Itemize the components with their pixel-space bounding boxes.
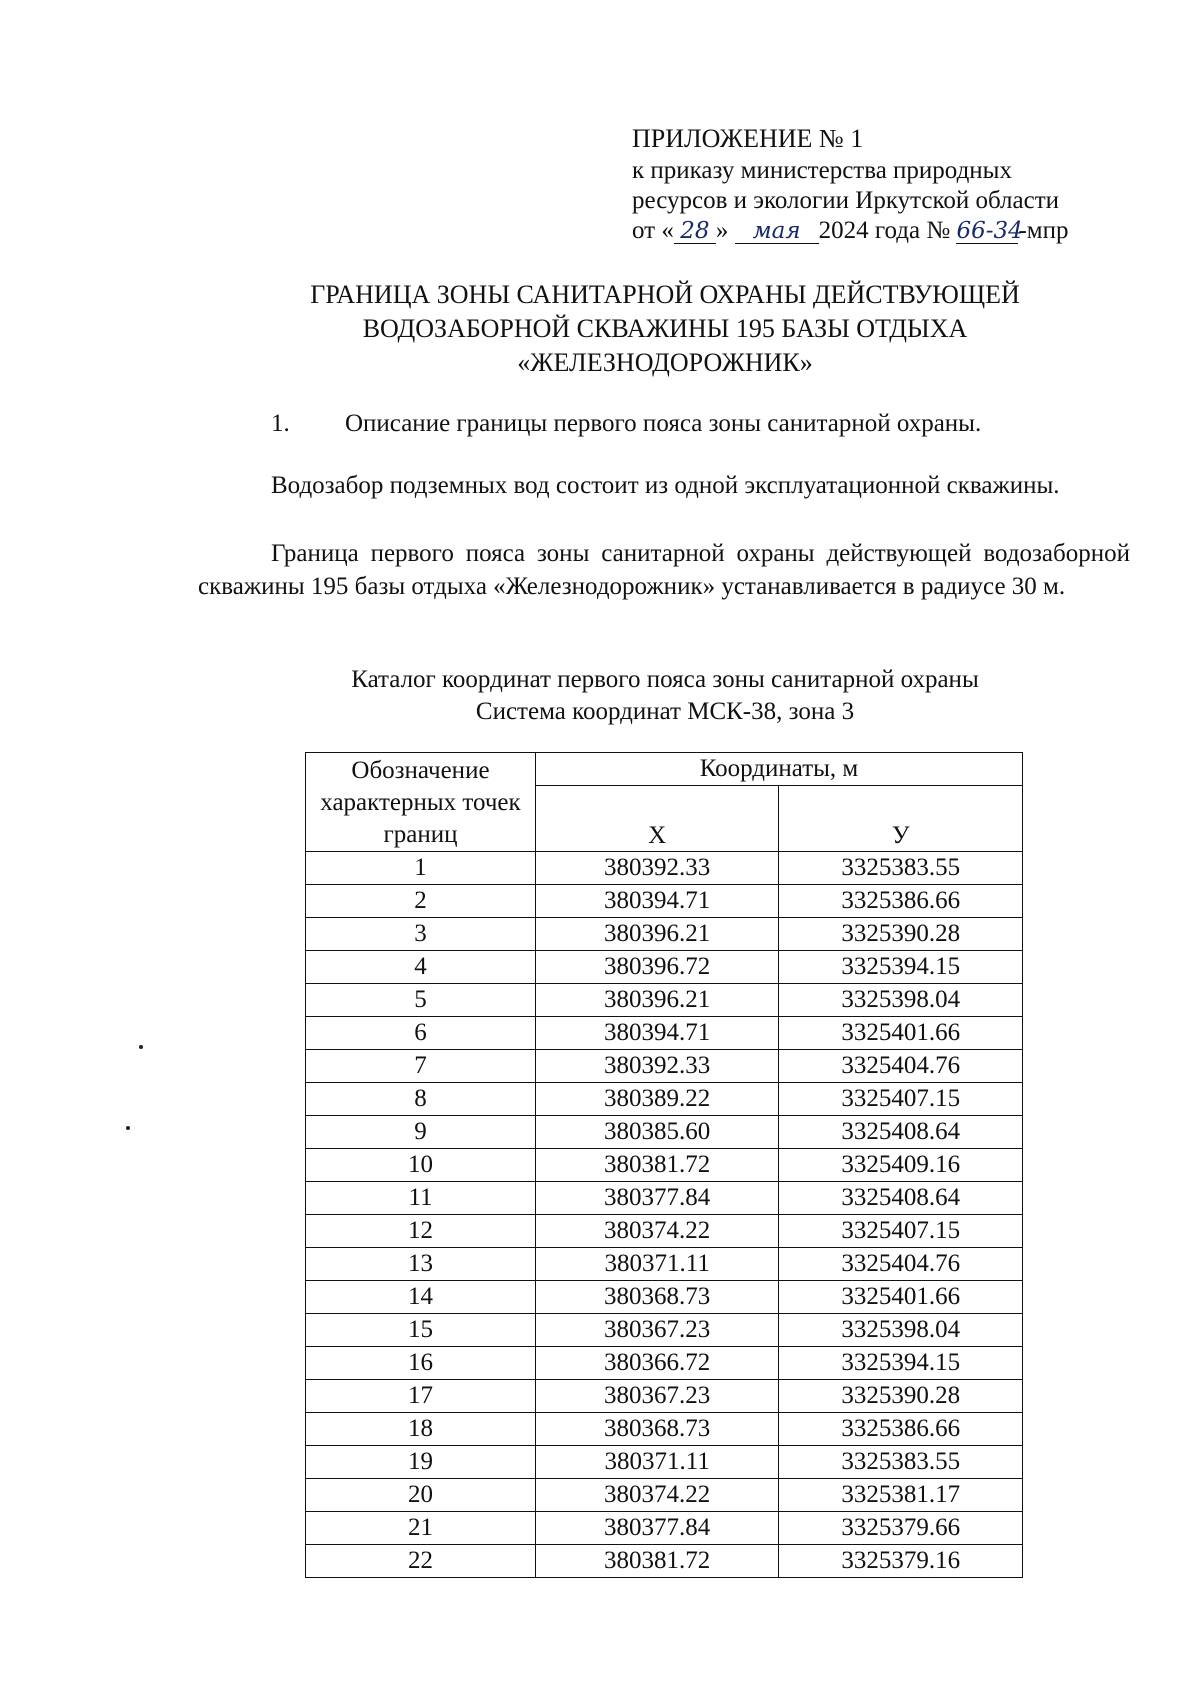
x-coordinate-cell: 380377.84 xyxy=(535,1182,778,1215)
point-number-cell: 14 xyxy=(306,1281,536,1314)
x-coordinate-cell: 380367.23 xyxy=(535,1314,778,1347)
table-row xyxy=(306,1215,1023,1248)
order-day-handwritten: 28 xyxy=(674,219,716,244)
header-points: Обозначение характерных точек границ xyxy=(306,753,536,852)
x-coordinate-cell: 380377.84 xyxy=(535,1512,778,1545)
y-coordinate-cell: 3325390.28 xyxy=(779,1380,1023,1413)
y-coordinate-cell: 3325401.66 xyxy=(779,1281,1023,1314)
y-coordinate-cell: 3325404.76 xyxy=(779,1050,1023,1083)
point-number-cell: 16 xyxy=(306,1347,536,1380)
appendix-line-2: ресурсов и экологии Иркутской области xyxy=(632,187,1060,214)
point-number-cell: 17 xyxy=(306,1380,536,1413)
point-number-cell: 3 xyxy=(306,918,536,951)
y-coordinate-cell: 3325383.55 xyxy=(779,852,1023,885)
heading-line-1: ГРАНИЦА ЗОНЫ САНИТАРНОЙ ОХРАНЫ ДЕЙСТВУЮЩЕЙ xyxy=(310,280,1020,309)
y-coordinate-cell: 3325401.66 xyxy=(779,1017,1023,1050)
document-heading xyxy=(200,278,1130,380)
order-month-handwritten: мая xyxy=(735,219,819,244)
order-suffix: -мпр xyxy=(1018,217,1069,244)
paragraph-water-intake: Водозабор подземных вод состоит из одной эксплуатационной скважины. xyxy=(271,472,1060,499)
point-number-cell: 5 xyxy=(306,984,536,1017)
appendix-line-1: к приказу министерства природных xyxy=(632,157,1012,184)
x-coordinate-cell: 380396.21 xyxy=(535,984,778,1017)
order-from-prefix: от « xyxy=(632,217,674,244)
x-coordinate-cell: 380396.72 xyxy=(535,951,778,984)
table-row xyxy=(306,951,1023,984)
heading-line-2: ВОДОЗАБОРНОЙ СКВАЖИНЫ 195 БАЗЫ ОТДЫХА xyxy=(362,314,968,343)
table-row xyxy=(306,1050,1023,1083)
x-coordinate-cell: 380374.22 xyxy=(535,1479,778,1512)
appendix-order-line xyxy=(632,216,1068,246)
table-row xyxy=(306,1413,1023,1446)
x-coordinate-cell: 380371.11 xyxy=(535,1446,778,1479)
table-row xyxy=(306,1446,1023,1479)
table-row xyxy=(306,1281,1023,1314)
y-coordinate-cell: 3325408.64 xyxy=(779,1116,1023,1149)
catalog-caption xyxy=(200,664,1130,728)
order-number-handwritten: 66-34 xyxy=(956,218,1023,244)
table-row xyxy=(306,1380,1023,1413)
y-coordinate-cell: 3325394.15 xyxy=(779,951,1023,984)
point-number-cell: 1 xyxy=(306,852,536,885)
section-1-text: Описание границы первого пояса зоны санитарной охраны. xyxy=(345,410,982,437)
point-number-cell: 15 xyxy=(306,1314,536,1347)
x-coordinate-cell: 380366.72 xyxy=(535,1347,778,1380)
y-coordinate-cell: 3325394.15 xyxy=(779,1347,1023,1380)
x-coordinate-cell: 380392.33 xyxy=(535,1050,778,1083)
section-1-title xyxy=(271,410,981,438)
table-row xyxy=(306,1017,1023,1050)
table-row xyxy=(306,918,1023,951)
x-coordinate-cell: 380381.72 xyxy=(535,1545,778,1578)
coordinate-system: Система координат МСК-38, зона 3 xyxy=(475,698,855,725)
x-coordinate-cell: 380396.21 xyxy=(535,918,778,951)
x-coordinate-cell: 380367.23 xyxy=(535,1380,778,1413)
paragraph-boundary: Граница первого пояса зоны санитарной охраны действующей водозаборной скважины 195 базы отдыха «Железнодорожник» устанавливается в радиусе 30 м. xyxy=(198,540,1130,600)
x-coordinate-cell: 380381.72 xyxy=(535,1149,778,1182)
point-number-cell: 2 xyxy=(306,885,536,918)
appendix-block xyxy=(632,124,1068,246)
scan-speck xyxy=(139,1045,143,1049)
y-coordinate-cell: 3325398.04 xyxy=(779,984,1023,1017)
point-number-cell: 6 xyxy=(306,1017,536,1050)
order-quote-close: » xyxy=(715,217,729,244)
coordinates-table xyxy=(305,752,1023,1578)
table-row xyxy=(306,885,1023,918)
point-number-cell: 20 xyxy=(306,1479,536,1512)
catalog-title: Каталог координат первого пояса зоны санитарной охраны xyxy=(351,666,979,693)
point-number-cell: 4 xyxy=(306,951,536,984)
y-coordinate-cell: 3325386.66 xyxy=(779,885,1023,918)
y-coordinate-cell: 3325381.17 xyxy=(779,1479,1023,1512)
table-row xyxy=(306,984,1023,1017)
table-row xyxy=(306,852,1023,885)
order-year-text: 2024 года № xyxy=(818,217,951,244)
point-number-cell: 13 xyxy=(306,1248,536,1281)
point-number-cell: 11 xyxy=(306,1182,536,1215)
point-number-cell: 9 xyxy=(306,1116,536,1149)
section-1-number: 1. xyxy=(271,410,290,437)
table-row xyxy=(306,1512,1023,1545)
y-coordinate-cell: 3325383.55 xyxy=(779,1446,1023,1479)
y-coordinate-cell: 3325379.16 xyxy=(779,1545,1023,1578)
point-number-cell: 8 xyxy=(306,1083,536,1116)
x-coordinate-cell: 380394.71 xyxy=(535,885,778,918)
y-coordinate-cell: 3325407.15 xyxy=(779,1083,1023,1116)
point-number-cell: 10 xyxy=(306,1149,536,1182)
point-number-cell: 18 xyxy=(306,1413,536,1446)
point-number-cell: 21 xyxy=(306,1512,536,1545)
appendix-title: ПРИЛОЖЕНИЕ № 1 xyxy=(632,124,864,153)
y-coordinate-cell: 3325407.15 xyxy=(779,1215,1023,1248)
x-coordinate-cell: 380368.73 xyxy=(535,1413,778,1446)
point-number-cell: 7 xyxy=(306,1050,536,1083)
x-coordinate-cell: 380371.11 xyxy=(535,1248,778,1281)
header-x: Х xyxy=(535,786,778,852)
x-coordinate-cell: 380389.22 xyxy=(535,1083,778,1116)
table-row xyxy=(306,1545,1023,1578)
point-number-cell: 12 xyxy=(306,1215,536,1248)
y-coordinate-cell: 3325398.04 xyxy=(779,1314,1023,1347)
table-row xyxy=(306,1149,1023,1182)
y-coordinate-cell: 3325408.64 xyxy=(779,1182,1023,1215)
table-row xyxy=(306,1182,1023,1215)
table-row xyxy=(306,1116,1023,1149)
x-coordinate-cell: 380385.60 xyxy=(535,1116,778,1149)
table-row xyxy=(306,1083,1023,1116)
x-coordinate-cell: 380368.73 xyxy=(535,1281,778,1314)
table-row xyxy=(306,1479,1023,1512)
header-y: У xyxy=(779,786,1023,852)
table-row xyxy=(306,1314,1023,1347)
y-coordinate-cell: 3325379.66 xyxy=(779,1512,1023,1545)
x-coordinate-cell: 380394.71 xyxy=(535,1017,778,1050)
y-coordinate-cell: 3325409.16 xyxy=(779,1149,1023,1182)
y-coordinate-cell: 3325390.28 xyxy=(779,918,1023,951)
x-coordinate-cell: 380374.22 xyxy=(535,1215,778,1248)
table-row xyxy=(306,1248,1023,1281)
y-coordinate-cell: 3325404.76 xyxy=(779,1248,1023,1281)
header-coordinates: Координаты, м xyxy=(535,753,1022,786)
y-coordinate-cell: 3325386.66 xyxy=(779,1413,1023,1446)
point-number-cell: 22 xyxy=(306,1545,536,1578)
coordinates-body xyxy=(306,852,1023,1578)
heading-line-3: «ЖЕЛЕЗНОДОРОЖНИК» xyxy=(517,348,813,377)
table-row xyxy=(306,1347,1023,1380)
point-number-cell: 19 xyxy=(306,1446,536,1479)
scan-speck xyxy=(126,1126,130,1130)
x-coordinate-cell: 380392.33 xyxy=(535,852,778,885)
